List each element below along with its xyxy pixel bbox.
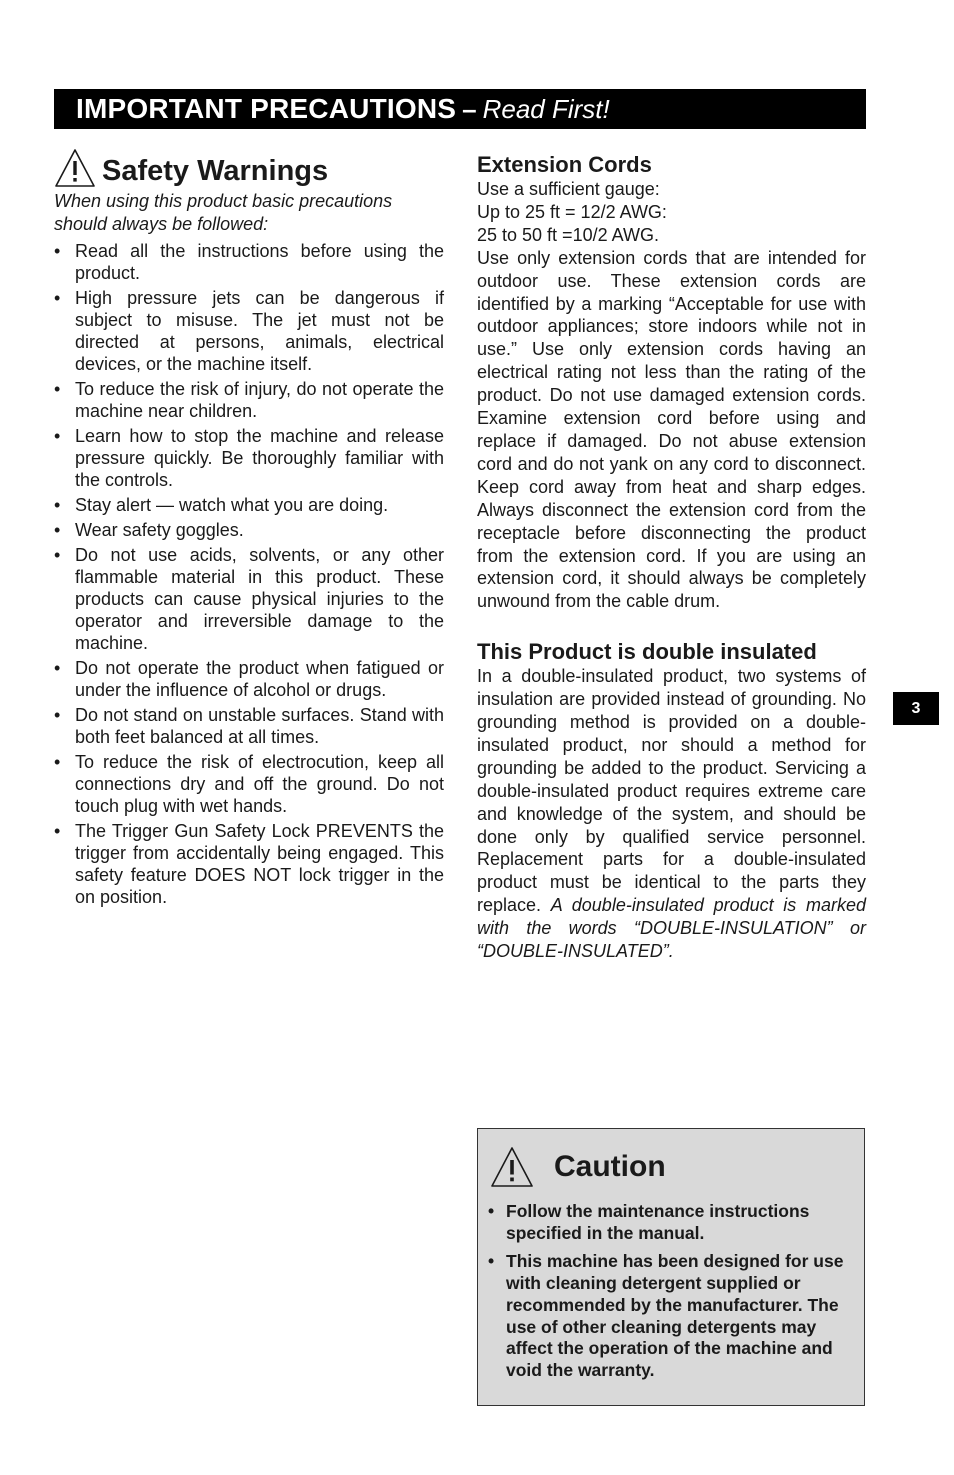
list-item: • Read all the instructions before using the product. bbox=[54, 241, 444, 283]
banner-title: IMPORTANT PRECAUTIONS bbox=[76, 93, 457, 124]
extension-gauge-line-2: Up to 25 ft = 12/2 AWG: bbox=[477, 201, 667, 222]
safety-warnings-title: Safety Warnings bbox=[102, 155, 329, 187]
list-item: • This machine has been designed for use with cleaning detergent supplied or recommended by the manufacturer. The use of other cleaning detergents may affect the operation of the machine and void the warranty. bbox=[488, 1251, 844, 1380]
warning-triangle-icon bbox=[54, 148, 96, 188]
list-item: • Stay alert — watch what you are doing. bbox=[54, 495, 389, 515]
caution-header bbox=[488, 1145, 854, 1189]
safety-list bbox=[54, 240, 444, 908]
list-item: • Wear safety goggles. bbox=[54, 520, 244, 540]
double-insulated-body: In a double-insulated product, two systems of insulation are provided instead of grounding. No grounding method is provided on a double-insulated product, nor should a method for grounding be added to the product. Servicing a double-insulated product requires extreme care and knowledge of the system, and should be done only by qualified service personnel. Replacement parts for a double-insulated product must be identical to the parts they replace. A double-insulated product is marked with the words “DOUBLE-INSULATION” or “DOUBLE-INSULATED”. bbox=[477, 666, 866, 962]
safety-warnings-header bbox=[54, 140, 444, 188]
double-insulated-title: This Product is double insulated bbox=[477, 639, 817, 665]
extension-cords-body: Use only extension cords that are intended for outdoor use. These extension cords are identified by a marking “Acceptable for use with outdoor appliances; store indoors while not in use.” Use only extension cords having an electrical rating not less than the rating of the product. Do not use damaged extension cords. Examine extension cord before using and replace if damaged. Do not abuse extension cord and do not yank on any cord to disconnect. Keep cord away from heat and sharp edges. Always disconnect the extension cord from the receptacle before disconnecting the product from the extension cord. If you are using an extension cord, it should always be completely unwound from the cable drum. bbox=[477, 247, 866, 612]
list-item: • Follow the maintenance instructions specified in the manual. bbox=[488, 1201, 810, 1243]
extension-cords-title: Extension Cords bbox=[477, 152, 652, 177]
list-item: • High pressure jets can be dangerous if subject to misuse. The jet must not be directed at persons, animals, electrical devices, or the machine itself. bbox=[54, 288, 444, 374]
list-item: • Learn how to stop the machine and release pressure quickly. Be thoroughly familiar with the controls. bbox=[54, 426, 444, 490]
caution-list bbox=[488, 1201, 854, 1382]
extension-gauge-line-1: Use a sufficient gauge: bbox=[477, 179, 660, 199]
safety-intro: When using this product basic precautions should always be followed: bbox=[54, 191, 393, 234]
right-column bbox=[477, 152, 866, 963]
warning-triangle-icon bbox=[490, 1146, 534, 1188]
caution-title: Caution bbox=[554, 1150, 666, 1183]
page-number-tab: 3 bbox=[893, 692, 939, 725]
list-item: • The Trigger Gun Safety Lock PREVENTS the trigger from accidentally being engaged. This safety feature DOES NOT lock trigger in the on position. bbox=[54, 821, 444, 907]
list-item: • Do not operate the product when fatigued or under the influence of alcohol or drugs. bbox=[54, 658, 444, 700]
safety-warnings-section bbox=[54, 140, 444, 911]
caution-box bbox=[477, 1128, 865, 1406]
double-insulated-note: A double-insulated product is marked with the words “DOUBLE-INSULATION” or “DOUBLE-INSULATED”. bbox=[477, 895, 866, 962]
list-item: • To reduce the risk of injury, do not operate the machine near children. bbox=[54, 379, 444, 421]
banner-dash: – bbox=[462, 93, 477, 124]
list-item: • Do not use acids, solvents, or any other flammable material in this product. These products can cause physical injuries to the operator and irreversible damage to the machine. bbox=[54, 545, 444, 653]
list-item: • To reduce the risk of electrocution, keep all connections dry and off the ground. Do not touch plug with wet hands. bbox=[54, 752, 444, 816]
header-banner bbox=[54, 89, 866, 129]
banner-subtitle: Read First! bbox=[482, 93, 610, 124]
extension-gauge-line-3: 25 to 50 ft =10/2 AWG. bbox=[477, 224, 659, 245]
list-item: • Do not stand on unstable surfaces. Stand with both feet balanced at all times. bbox=[54, 705, 444, 747]
